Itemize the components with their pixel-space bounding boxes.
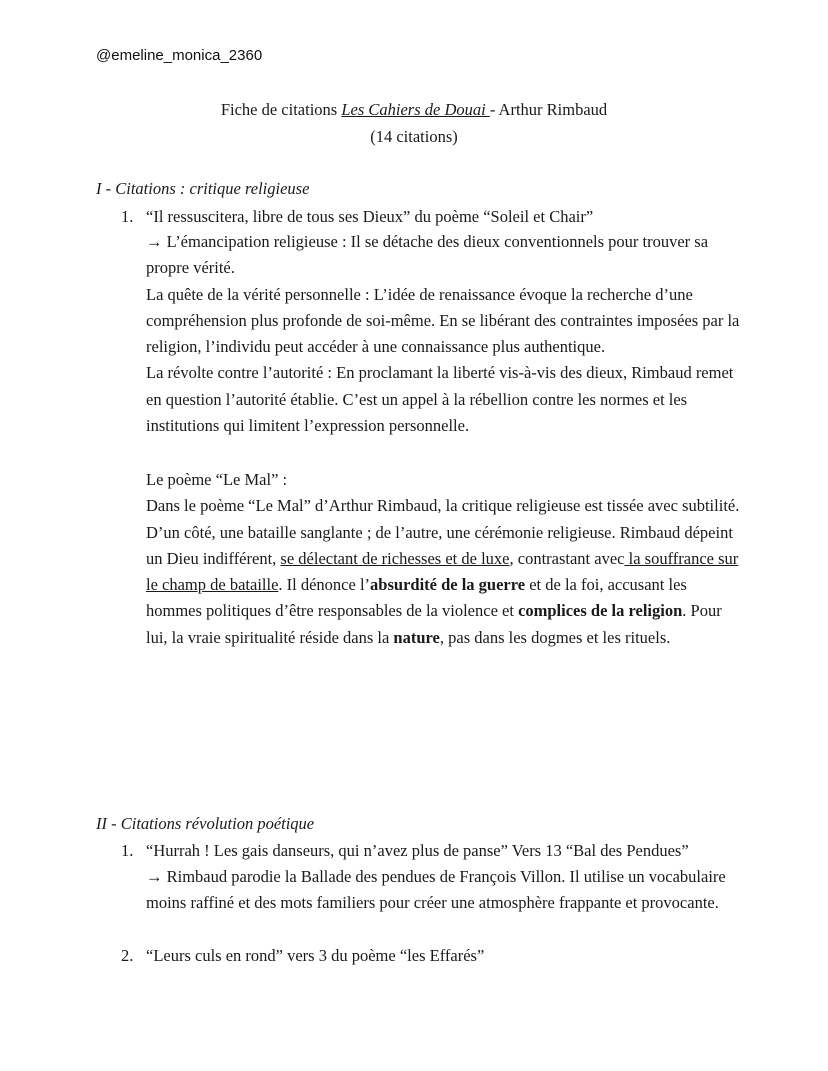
quote-les-effares: “Leurs culs en rond” vers 3 du poème “les Effarés” <box>146 946 485 965</box>
section-heading-critique-religieuse: I - Citations : critique religieuse <box>96 179 310 198</box>
document-title <box>0 100 828 120</box>
text-run: . Il dénonce l’ <box>278 575 371 595</box>
paragraph-parodie: → Rimbaud parodie la Ballade des pendues de François Villon. Il utilise un vocabulaire moins raffiné et des mots familiers pour créer une atmosphère frappante et provocante. <box>146 867 726 913</box>
bold-run: complices de la religion <box>518 601 683 621</box>
title-prefix: Fiche de citations <box>220 100 342 119</box>
quote-bal-des-pendues: “Hurrah ! Les gais danseurs, qui n’avez plus de panse” Vers 13 “Bal des Pendues” <box>146 841 689 860</box>
analysis-block-le-mal <box>146 467 740 651</box>
text-run: , contrastant avec <box>509 548 625 568</box>
underlined-run: se délectant de richesses et de luxe <box>280 548 510 568</box>
bold-run: nature <box>393 627 440 647</box>
title-suffix: - Arthur Rimbaud <box>489 100 608 119</box>
paragraph-emancipation: → L’émancipation religieuse : Il se détache des dieux conventionnels pour trouver sa propre vérité. <box>146 232 709 278</box>
underlined-run: la souffrance sur le champ de bataille <box>146 548 739 595</box>
analysis-block-1 <box>146 229 740 439</box>
paragraph-le-mal <box>146 493 740 651</box>
quote-soleil-et-chair: “Il ressuscitera, libre de tous ses Dieux” du poème “Soleil et Chair” <box>146 207 594 226</box>
text-run: Dans le poème “Le Mal” d’Arthur Rimbaud, la critique religieuse est tissée avec subtilité. D’un côté, une bataille sanglante ; de l’autre, une cérémonie religieuse. Rimbaud dépeint un Dieu indifférent, <box>146 496 740 568</box>
text-run: et de la foi, accusant les hommes politiques d’être responsables de la violence et <box>146 575 687 621</box>
watermark-handle: @emeline_monica_2360 <box>96 47 263 64</box>
section-heading-revolution-poetique: II - Citations révolution poétique <box>96 814 315 833</box>
title-work: Les Cahiers de Douai <box>341 100 490 119</box>
list-number: 1. <box>121 207 134 226</box>
paragraph-revolte: La révolte contre l’autorité : En proclamant la liberté vis-à-vis des dieux, Rimbaud remet en question l’autorité établie. C’est un appel à la rébellion contre les normes et les institutions qui limitent l’expression personnelle. <box>146 363 734 436</box>
list-number: 1. <box>121 841 134 860</box>
poem-title-le-mal: Le poème “Le Mal” : <box>146 470 288 489</box>
citation-count: (14 citations) <box>370 127 458 146</box>
bold-run: absurdité de la guerre <box>370 575 526 595</box>
text-run: , pas dans les dogmes et les rituels. <box>439 627 671 647</box>
list-number: 2. <box>121 946 134 965</box>
analysis-block-bal-des-pendues <box>146 864 740 917</box>
text-run: . Pour lui, la vraie spiritualité réside dans la <box>146 601 722 647</box>
paragraph-quete-verite: La quête de la vérité personnelle : L’idée de renaissance évoque la recherche d’une compréhension plus profonde de soi-même. En se libérant des contraintes imposées par la religion, l’individu peut accéder à une connaissance plus authentique. <box>146 284 740 357</box>
